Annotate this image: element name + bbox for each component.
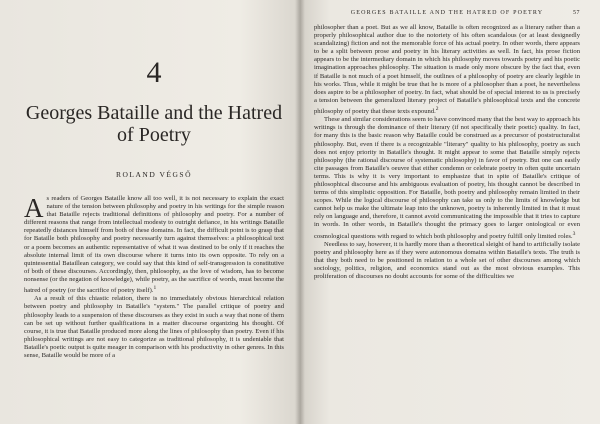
chapter-title: Georges Bataille and the Hatred of Poetry: [25, 102, 283, 146]
footnote-marker: 3: [572, 230, 576, 237]
paragraph-text: These and similar considerations seem to have convinced many that the best way to approach his writings is through the dominance of their literary (if not specifically their poetic) quality. In fact, for many this is the basic reason why Bataille could be construed as a precursor of poststructuralist philosophy. But, even if there is a recognizable "literary" quality to his philosophy, poetry as such does not enjoy priority in Bataille's thought. It might appear to some that Bataille simply rejects philosophy (the rational discourse of systematic philosophy) in favor of poetry. But one can easily cite passages from Bataille's oeuvre that either condemn or celebrate poetry in often quite uncertain terms. This is why it is very important to emphasize that in spite of Bataille's critique of philosophical discourse and his ambiguous evaluation of poetry, his thought cannot be described in terms of this simplistic opposition. For Bataille, both poetry and philosophy remain limited in their scopes. While the logical discourse of philosophy can take us only to the limits of knowledge but cannot help us make the ultimate leap into the unknown, poetry is inherently limited in that it must rely on language and, therefore, it cannot avoid communicating the impossible that it tries to capture in words. In other words, in Bataille's thought the primacy goes to larger ontological or even cosmological questions with regard to which both philosophy and poetry fulfill only limited roles.: [314, 116, 580, 240]
paragraph-text: philosopher than a poet. But as we all know, Bataille is often recognized as a literary rather than a properly philosophical author due to the notoriety of his often scandalous (or at least designedly scandalizing) fiction and not the memorable force of his actual poetry. In other words, there appears to be a split between prose and poetry in his literary activities as well. In fact, his prose fiction appears to be the intermediary domain in which his philosophy moves towards poetry and his poetic imagination approaches philosophy. The situation is made only more obscure by the fact that, even if Bataille is not much of a poet himself, the outlines of a philosophy of poetry are clearly legible in his works. Thus, while it might be true that he is more of a philosopher than a poet, he nevertheless does aspire to be a philosopher of poetry. In fact, what should be of special interest to us is precisely a tension between the generalized literary project of Bataille's philosophical texts and the concrete philosophy of poetry that these texts expound.: [314, 24, 580, 116]
running-head: [314, 6, 580, 20]
paragraph-text: As a result of this chiastic relation, there is no immediately obvious hierarchical relation between poetry and philosophy in Bataille's "system." The parallel critique of poetry and philosophy leads to a suspension of these discourses as they exist in such a way that none of them can be set up without further qualifications in a matter discourse organizing his thought. Of course, it is true that Bataille produced more along the lines of philosophy than poetry. Even if his philosophical writings are not easy to categorize as traditional philosophy, it is undeniable that Bataille's poetic output is quite meager in comparison with his productivity in other genres. In this sense, Bataille would be more of a: [24, 295, 284, 359]
paragraph: [314, 241, 580, 281]
footnote-marker: 1: [153, 285, 157, 292]
paragraph: [24, 295, 284, 360]
page-number: 57: [573, 10, 580, 16]
footnote-marker: 2: [435, 105, 439, 112]
running-head-title: GEORGES BATAILLE AND THE HATRED OF POETRY: [350, 10, 544, 16]
paragraph: [314, 116, 580, 241]
drop-cap: A: [24, 193, 44, 223]
chapter-author: ROLAND VÉGSŐ: [116, 170, 192, 179]
right-page: [300, 0, 600, 424]
chapter-number: 4: [146, 56, 162, 89]
paragraph: [24, 195, 284, 295]
paragraph: [314, 24, 580, 116]
book-gutter-shadow: [295, 0, 305, 424]
paragraph-text: Needless to say, however, it is hardly more than a theoretical sleight of hand to artificially isolate poetry and philosophy here as if they were autonomous domains within Bataille's texts. The truth is that they both need to be positioned in relation to a whole set of other discourses among which sociology, politics, religion, and economics stand out as the most obvious examples. This proliferation of discourses no doubt accounts for some of the difficulties we: [314, 240, 580, 281]
paragraph-text: s readers of Georges Bataille know all too well, it is not necessary to explain the exact nature of the tension between philosophy and poetry in his writings for the simple reason that Bataille rejects traditional definitions of philosophy and poetry. For a number of different reasons that range from intellectual modesty to outright defiance, in his writings Bataille repeatedly distances himself from both of these domains. In fact, the difficult point is to grasp that for Bataille both philosophy and poetry necessarily turn against themselves: a philosophical text or a poem becomes an authentic representative of what it was destined to be only if it reaches the absolute internal limit of its own discourse where it turns into its own opposite. To rely on a quintessential Bataillean category, we could say that this kind of self-transgression is constitutive of both of these discourses. Accordingly, then, philosophy, as the love of wisdom, has to become nonsense (or the negation of knowledge), while poetry, as the sacrifice of words, must become the hatred of poetry (or the sacrifice of poetry itself).: [24, 195, 284, 295]
